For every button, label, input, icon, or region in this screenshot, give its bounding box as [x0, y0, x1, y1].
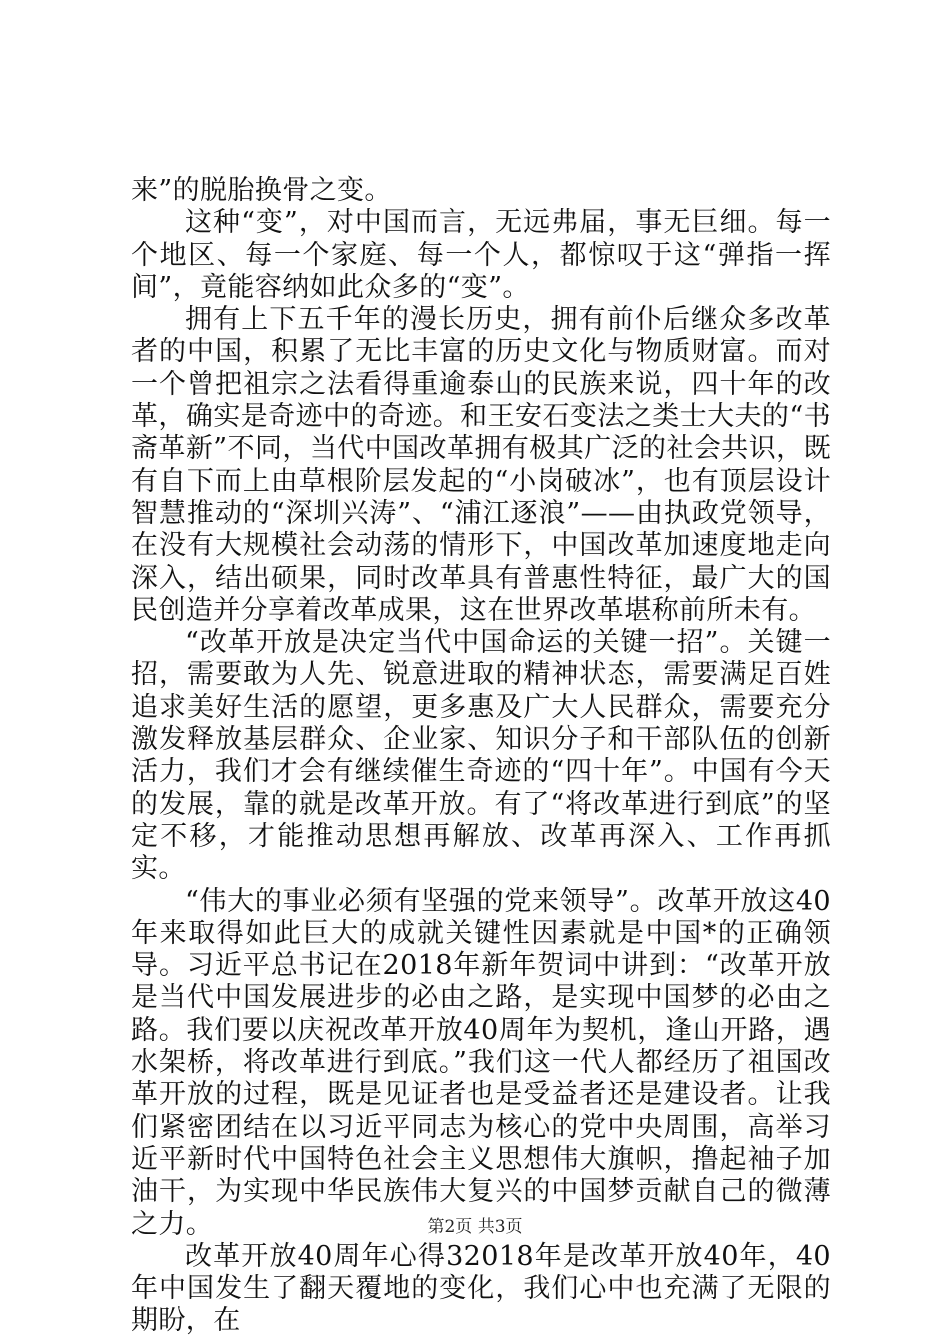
paragraph-change: 这种“变”，对中国而言，无远弗届，事无巨细。每一个地区、每一个家庭、每一个人，都惊叹于这“弹指一挥间”，竟能容纳如此众多的“变”。 [131, 207, 831, 303]
paragraph-history: 拥有上下五千年的漫长历史，拥有前仆后继众多改革者的中国，积累了无比丰富的历史文化与物质财富。而对一个曾把祖宗之法看得重逾泰山的民族来说，四十年的改革，确实是奇迹中的奇迹。和王安石变法之类士大夫的“书斋革新”不同，当代中国改革拥有极其广泛的社会共识，既有自下而上由草根阶层发起的“小岗破冰”，也有顶层设计智慧推动的“深圳兴涛”、“浦江逐浪”——由执政党领导，在没有大规模社会动荡的情形下，中国改革加速度地走向深入，结出硕果，同时改革具有普惠性特征，最广大的国民创造并分享着改革成果，这在世界改革堪称前所未有。 [131, 304, 831, 626]
paragraph-continuation: 来”的脱胎换骨之变。 [131, 175, 392, 206]
document-body [131, 175, 831, 1338]
paragraph-leadership: “伟大的事业必须有坚强的党来领导”。改革开放这40年来取得如此巨大的成就关键性因素就是中国*的正确领导。习近平总书记在2018年新年贺词中讲到：“改革开放是当代中国发展进步的必由之路，是实现中国梦的必由之路。我们要以庆祝改革开放40周年为契机，逢山开路，遇水架桥，将改革进行到底。”我们这一代人都经历了祖国改革开放的过程，既是见证者也是受益者还是建设者。让我们紧密团结在以习近平同志为核心的党中央周围，高举习近平新时代中国特色社会主义思想伟大旗帜，撸起袖子加油干，为实现中华民族伟大复兴的中国梦贡献自己的微薄之力。 [131, 885, 831, 1240]
paragraph-key-move: “改革开放是决定当代中国命运的关键一招”。关键一招，需要敢为人先、锐意进取的精神状态，需要满足百姓追求美好生活的愿望，更多惠及广大人民群众，需要充分激发释放基层群众、企业家、知识分子和干部队伍的创新活力，我们才会有继续催生奇迹的“四十年”。中国有今天的发展，靠的就是改革开放。有了“将改革进行到底”的坚定不移，才能推动思想再解放、改革再深入、工作再抓实。 [131, 627, 831, 885]
page-number-footer: 第2页 共3页 [427, 1217, 523, 1237]
paragraph-reflection-3: 改革开放40周年心得32018年是改革开放40年，40年中国发生了翻天覆地的变化，我们心中也充满了无限的期盼，在 [131, 1240, 831, 1337]
